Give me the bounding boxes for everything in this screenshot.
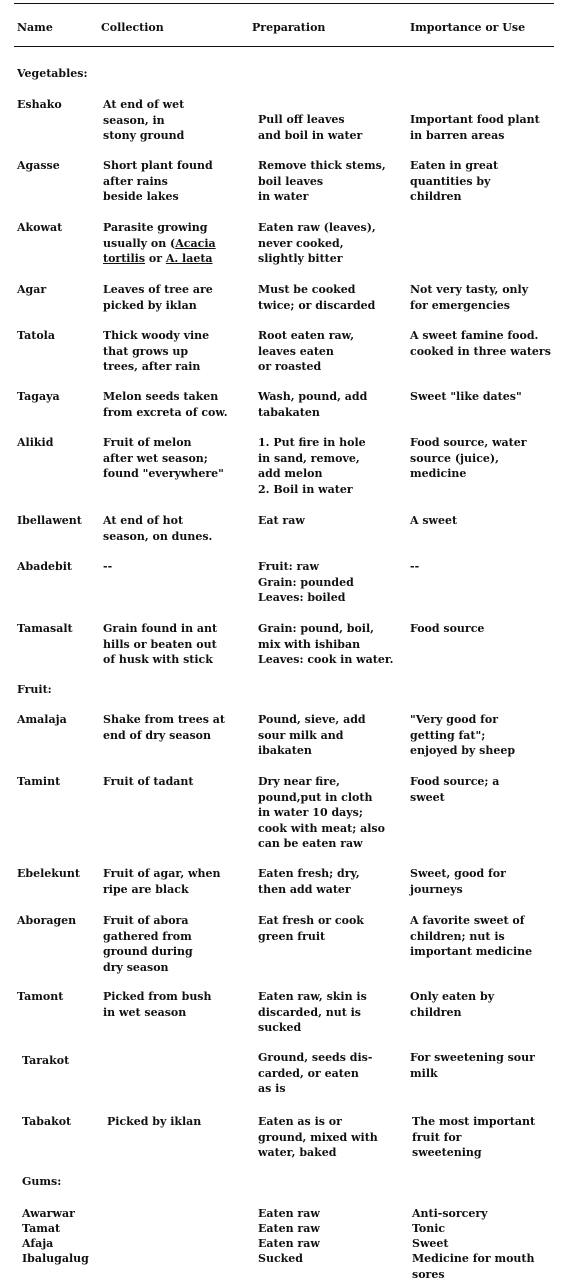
plant-name: Tamasalt — [17, 622, 73, 635]
plant-name: Tamont — [17, 990, 64, 1003]
collection-cell: Short plant found after rains beside lakes — [103, 159, 213, 203]
preparation-cell: Eat raw — [258, 514, 305, 527]
plant-name: Tamint — [17, 775, 61, 788]
plant-name: Ebelekunt — [17, 867, 80, 880]
preparation-cell: Must be cooked twice; or discarded — [258, 283, 376, 312]
collection-cell: Fruit of melon after wet season; found "everywhere" — [103, 436, 224, 480]
species-tortilis: tortilis — [103, 252, 146, 265]
plant-name: Amalaja — [17, 713, 67, 726]
collection-cell: At end of wet season, in stony ground — [103, 98, 185, 142]
importance-cell: Sweet, good for journeys — [410, 867, 506, 896]
preparation-cell: 1. Put fire in hole in sand, remove, add melon 2. Boil in water — [258, 436, 366, 496]
plant-name: Agasse — [17, 159, 60, 172]
collection-cell: Leaves of tree are picked by iklan — [103, 283, 213, 312]
plant-name: Ibellawent — [17, 514, 82, 527]
importance-cell: Not very tasty, only for emergencies — [410, 283, 529, 312]
preparation-cell: Eaten raw — [258, 1222, 320, 1235]
importance-cell: A sweet — [410, 514, 458, 527]
preparation-cell: Eaten raw — [258, 1207, 320, 1220]
plant-name: Tarakot — [22, 1054, 70, 1067]
collection-cell: Grain found in ant hills or beaten out of husk with stick — [103, 622, 218, 666]
plant-name: Tagaya — [17, 390, 60, 403]
importance-cell: A favorite sweet of children; nut is important medicine — [410, 914, 533, 958]
plant-name: Alikid — [17, 436, 54, 449]
importance-cell: Sweet "like dates" — [410, 390, 522, 403]
collection-cell: Shake from trees at end of dry season — [103, 713, 225, 742]
species-acacia: Acacia — [175, 236, 216, 250]
preparation-cell: Eaten raw (leaves), never cooked, slightly bitter — [258, 221, 376, 265]
plant-name: Afaja — [22, 1237, 54, 1250]
collection-cell: Picked by iklan — [107, 1115, 202, 1128]
importance-cell: A sweet famine food. cooked in three waters — [410, 329, 551, 358]
preparation-cell: Eat fresh or cook green fruit — [258, 914, 364, 943]
preparation-cell: Eaten raw — [258, 1237, 320, 1250]
species-a-laeta: A. laeta — [165, 252, 213, 265]
importance-cell: Food source; a sweet — [410, 775, 500, 804]
collection-cell: Picked from bush in wet season — [103, 990, 212, 1019]
importance-cell: Only eaten by children — [410, 990, 495, 1019]
collection-cell: Melon seeds taken from excreta of cow. — [103, 390, 228, 419]
importance-cell: "Very good for getting fat"; enjoyed by sheep — [410, 713, 516, 757]
plant-name: Tamat — [22, 1222, 61, 1235]
plant-name: Akowat — [17, 221, 63, 234]
preparation-cell: Dry near fire, pound,put in cloth in water 10 days; cook with meat; also can be eaten raw — [258, 775, 385, 850]
collection-cell: At end of hot season, on dunes. — [103, 514, 213, 543]
header-name: Name — [17, 21, 53, 34]
header-collection: Collection — [101, 21, 164, 34]
preparation-cell: Ground, seeds dis- carded, or eaten as is — [258, 1051, 373, 1095]
preparation-cell: Eaten raw, skin is discarded, nut is sucked — [258, 990, 367, 1034]
preparation-cell: Pound, sieve, add sour milk and ibakaten — [258, 713, 366, 757]
importance-cell: Eaten in great quantities by children — [410, 159, 499, 203]
collection-cell: -- — [103, 560, 113, 573]
plant-name: Abadebit — [17, 560, 72, 573]
preparation-cell: Remove thick stems, boil leaves in water — [258, 159, 386, 203]
collection-cell: Fruit of agar, when ripe are black — [103, 867, 221, 896]
plant-name: Eshako — [17, 98, 62, 111]
importance-cell: Anti-sorcery — [412, 1207, 488, 1220]
preparation-cell: Sucked — [258, 1252, 303, 1265]
collection-cell: Fruit of abora gathered from ground during dry season — [103, 914, 193, 974]
importance-cell: Important food plant in barren areas — [410, 113, 540, 142]
preparation-cell: Eaten as is or ground, mixed with water, baked — [258, 1115, 378, 1159]
plant-name: Tabakot — [22, 1115, 72, 1128]
header-rule — [14, 46, 554, 47]
collection-cell: Thick woody vine that grows up trees, after rain — [103, 329, 210, 373]
collection-cell — [103, 220, 216, 267]
plant-name: Agar — [17, 283, 47, 296]
importance-cell: Food source — [410, 622, 485, 635]
section-title-gums: Gums: — [22, 1175, 62, 1188]
plant-name: Tatola — [17, 329, 55, 342]
preparation-cell: Root eaten raw, leaves eaten or roasted — [258, 329, 355, 373]
plant-name: Aboragen — [17, 914, 77, 927]
plant-name: Ibalugalug — [22, 1252, 89, 1265]
preparation-cell: Wash, pound, add tabakaten — [258, 390, 368, 419]
preparation-cell: Grain: pound, boil, mix with ishiban Leaves: cook in water. — [258, 622, 394, 666]
preparation-cell: Pull off leaves and boil in water — [258, 113, 363, 142]
plant-name: Awarwar — [22, 1207, 75, 1220]
top-rule — [14, 3, 554, 4]
preparation-cell: Eaten fresh; dry, then add water — [258, 867, 360, 896]
section-title-vegetables: Vegetables: — [17, 67, 88, 80]
preparation-cell: Fruit: raw Grain: pounded Leaves: boiled — [258, 560, 354, 604]
collection-text: Parasite growing usually on ( — [103, 221, 208, 250]
importance-cell: Tonic — [412, 1222, 446, 1235]
importance-cell: The most important fruit for sweetening — [412, 1115, 536, 1159]
importance-cell: Food source, water source (juice), medicine — [410, 436, 527, 480]
header-importance: Importance or Use — [410, 21, 526, 34]
importance-cell: Medicine for mouth sores — [412, 1252, 535, 1281]
importance-cell: For sweetening sour milk — [410, 1051, 535, 1080]
importance-cell: Sweet — [412, 1237, 449, 1250]
collection-cell: Fruit of tadant — [103, 775, 194, 788]
importance-cell: -- — [410, 560, 420, 573]
collection-text: or — [145, 252, 166, 265]
header-preparation: Preparation — [252, 21, 326, 34]
section-title-fruit: Fruit: — [17, 683, 52, 696]
